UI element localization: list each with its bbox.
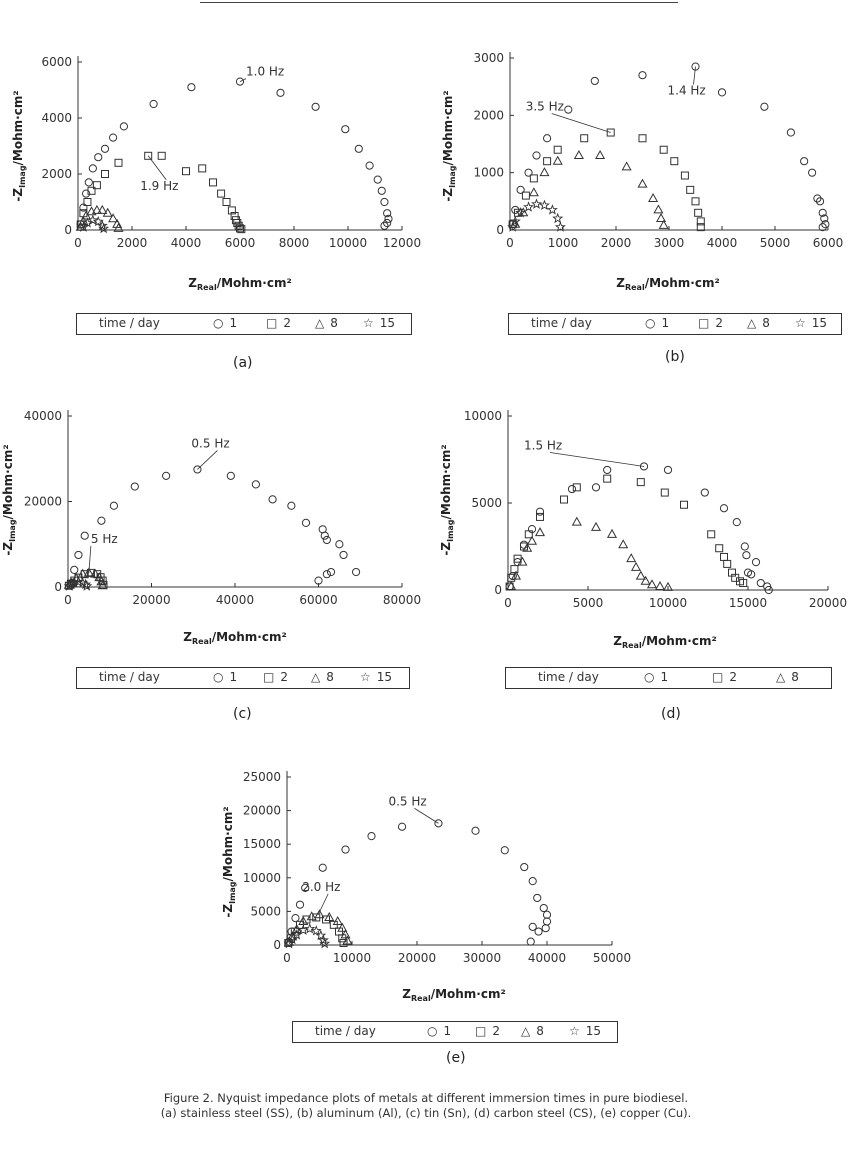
data-point [95,154,102,161]
y-tick-label: 25000 [242,770,281,784]
data-point [641,577,649,585]
x-tick-label: 2000 [600,236,632,250]
data-point [521,863,528,870]
x-tick-label: 20000 [808,596,848,610]
legend-b [508,313,842,335]
series-15 [508,200,564,231]
data-point [632,563,640,571]
data-point [716,545,723,552]
data-point [554,157,562,165]
data-point [553,214,562,222]
series-8 [507,518,672,591]
circle-icon: ○ [427,1024,438,1038]
data-point [321,532,328,539]
y-tick-label: 0 [64,223,72,237]
data-point [592,523,600,531]
x-tick-label: 6000 [812,236,844,250]
y-tick-label: 10000 [463,409,502,423]
data-point [575,151,583,159]
data-point [292,915,299,922]
legend-item-8: △ 8 [311,670,334,684]
panel-label-c: (c) [233,706,252,722]
frequency-annotation: 1.5 Hz [524,438,563,453]
data-point [98,221,107,229]
data-point [608,530,616,538]
data-point [501,847,508,854]
legend-item-2: □ 2 [712,670,737,684]
annotation-arrow [550,452,644,466]
data-point [374,176,381,183]
triangle-icon: △ [521,1024,531,1038]
data-point [183,168,190,175]
data-point [604,475,611,482]
legend-item-15: ☆ 15 [795,316,828,330]
x-tick-label: 20000 [397,951,437,965]
data-point [302,519,309,526]
x-tick-label: 8000 [278,236,310,250]
data-point [81,532,88,539]
square-icon: □ [266,316,278,330]
data-point [336,541,343,548]
star-icon: ☆ [363,316,374,330]
data-point [637,572,645,580]
x-tick-label: 0 [64,593,72,607]
x-tick-label: 40000 [527,951,567,965]
data-point [540,904,547,911]
legend-item-8: △ 8 [315,316,338,330]
data-point [661,489,668,496]
data-point [638,180,646,188]
data-point [188,84,195,91]
data-point [568,485,575,492]
data-point [548,205,557,213]
data-point [527,938,534,945]
x-tick-label: 0 [504,596,512,610]
legend-title: time / day [315,1024,376,1038]
data-point [398,823,405,830]
data-point [536,508,543,515]
y-tick-label: 0 [54,580,62,594]
data-point [743,552,750,559]
legend-e [292,1021,618,1043]
data-point [542,925,549,932]
data-point [292,930,301,938]
annotation-arrow [414,808,438,823]
panel-label-a: (a) [233,355,253,371]
chart-panel [11,55,421,292]
data-point [381,198,388,205]
caption-line-1: Figure 2. Nyquist impedance plots of metals at different immersion times in pure biodiesel. [163,1091,689,1105]
figure-caption [0,1091,852,1121]
x-tick-label: 30000 [462,951,502,965]
data-point [591,77,598,84]
data-point [101,145,108,152]
x-tick-label: 10000 [332,951,372,965]
data-point [342,846,349,853]
x-tick-label: 0 [74,236,82,250]
chart-panel [1,409,421,646]
data-point [227,472,234,479]
data-point [695,209,702,216]
data-point [544,158,551,165]
data-point [115,159,122,166]
data-point [199,165,206,172]
frequency-annotation: 3.5 Hz [525,99,564,114]
legend-item-1: ○ 1 [213,670,238,684]
data-point [98,517,105,524]
data-point [533,152,540,159]
data-point [724,560,731,567]
y-tick-label: 0 [494,583,502,597]
x-tick-label: 60000 [299,593,338,607]
x-tick-label: 4000 [706,236,738,250]
chart-panel [441,51,843,292]
data-point [110,134,117,141]
y-tick-label: 40000 [23,409,62,423]
data-point [573,518,581,526]
annotation-arrow [89,546,91,573]
legend-item-2: □ 2 [698,316,723,330]
data-point [543,911,550,918]
data-point [327,568,334,575]
y-tick-label: 3000 [473,51,504,65]
data-point [110,502,117,509]
circle-icon: ○ [213,316,224,330]
data-point [637,479,644,486]
data-point [524,203,533,211]
data-point [342,126,349,133]
y-tick-label: 0 [496,223,504,237]
series-15 [65,577,91,589]
x-tick-label: 10000 [648,596,688,610]
data-point [296,901,303,908]
data-point [733,519,740,526]
y-tick-label: 0 [273,938,281,952]
legend-title: time / day [531,316,592,330]
frequency-annotation: 1.9 Hz [140,178,179,193]
data-point [681,172,688,179]
x-tick-label: 80000 [382,593,422,607]
data-point [664,466,671,473]
annotation-arrow [552,114,611,133]
data-point [529,878,536,885]
x-tick-label: 3000 [653,236,685,250]
legend-item-15: ☆ 15 [569,1024,602,1038]
y-tick-label: 6000 [41,55,72,69]
data-point [708,531,715,538]
data-point [522,192,529,199]
y-axis-label: $-Z_{Imag}/Mohm\cdot cm^2$ [439,444,455,556]
series-8 [511,151,668,228]
data-point [596,151,604,159]
x-tick-label: 1000 [547,236,579,250]
y-axis-label: $-Z_{Imag}/Mohm\cdot cm^2$ [1,444,17,556]
data-point [787,129,794,136]
data-point [540,168,548,176]
data-point [435,820,442,827]
panel-label-b: (b) [665,349,685,365]
square-icon: □ [475,1024,487,1038]
data-point [305,924,314,932]
circle-icon: ○ [644,670,655,684]
legend-item-1: ○ 1 [644,670,669,684]
data-point [163,472,170,479]
data-point [368,833,375,840]
y-tick-label: 4000 [41,111,72,125]
data-point [554,146,561,153]
data-point [654,205,662,213]
data-point [75,551,82,558]
y-tick-label: 15000 [242,837,281,852]
star-icon: ☆ [569,1024,580,1038]
legend-item-8: △ 8 [776,670,799,684]
data-point [366,162,373,169]
data-point [581,135,588,142]
data-point [573,484,580,491]
y-tick-label: 5000 [471,496,502,510]
legend-item-2: □ 2 [263,670,288,684]
frequency-annotation: 2.0 Hz [302,879,341,894]
x-tick-label: 40000 [215,593,255,607]
data-point [525,531,532,538]
legend-item-2: □ 2 [266,316,291,330]
data-point [660,221,668,229]
legend-item-1: ○ 1 [645,316,670,330]
y-tick-label: 10000 [242,870,281,885]
data-point [540,201,549,209]
x-axis-label: $Z_{Real}/Mohm\cdot cm^2$ [188,276,292,292]
x-axis-label: $Z_{Real}/Mohm\cdot cm^2$ [613,634,717,650]
circle-icon: ○ [645,316,656,330]
data-point [592,484,599,491]
data-point [639,135,646,142]
data-point [565,106,572,113]
data-point [323,536,330,543]
data-point [109,214,117,222]
data-point [752,559,759,566]
data-point [543,918,550,925]
x-axis-label: $Z_{Real}/Mohm\cdot cm^2$ [402,987,506,1003]
data-point [252,481,259,488]
x-tick-label: 0 [506,236,514,250]
square-icon: □ [263,670,275,684]
data-point [701,489,708,496]
x-tick-label: 12000 [382,236,422,250]
x-tick-label: 10000 [328,236,368,250]
x-tick-label: 50000 [592,951,632,965]
panel-label-d: (d) [661,706,681,722]
chart-panel [439,409,847,650]
frequency-annotation: 1.0 Hz [246,64,285,79]
star-icon: ☆ [360,670,371,684]
data-point [269,496,276,503]
data-point [288,502,295,509]
data-point [71,566,78,573]
data-point [340,551,347,558]
panel-label-e: (e) [446,1050,466,1066]
data-point [472,827,479,834]
legend-item-8: △ 8 [747,316,770,330]
y-tick-label: 2000 [41,167,72,181]
data-point [801,158,808,165]
y-tick-label: 5000 [250,904,281,919]
data-point [120,123,127,130]
data-point [561,496,568,503]
legend-item-2: □ 2 [475,1024,500,1038]
triangle-icon: △ [311,670,321,684]
data-point [150,100,157,107]
data-point [530,175,537,182]
data-point [355,145,362,152]
data-point [83,190,90,197]
data-point [378,187,385,194]
data-point [639,72,646,79]
chart-panel [221,770,631,1003]
y-tick-label: 20000 [242,803,281,818]
data-point [89,165,96,172]
caption-line-2: (a) stainless steel (SS), (b) aluminum (Al), (c) tin (Sn), (d) carbon steel (CS), (e) copper (Cu). [160,1106,692,1120]
frequency-annotation: 1.4 Hz [667,83,706,98]
data-point [544,135,551,142]
data-point [671,158,678,165]
x-tick-label: 5000 [572,596,604,610]
data-point [660,146,667,153]
series-1 [69,466,360,586]
frequency-annotation: 5 Hz [90,531,118,546]
data-point [210,179,217,186]
square-icon: □ [712,670,724,684]
frequency-annotation: 0.5 Hz [191,436,230,451]
data-point [102,171,109,178]
y-tick-label: 20000 [23,494,62,509]
triangle-icon: △ [747,316,757,330]
y-axis-label: $-Z_{Imag}/Mohm\cdot cm^2$ [11,90,27,202]
legend-item-15: ☆ 15 [360,670,393,684]
triangle-icon: △ [776,670,786,684]
legend-item-1: ○ 1 [213,316,238,330]
series-2 [509,129,704,231]
x-axis-label: $Z_{Real}/Mohm\cdot cm^2$ [616,276,720,292]
data-point [619,540,627,548]
data-point [721,553,728,560]
star-icon: ☆ [795,316,806,330]
data-point [656,582,664,590]
legend-item-1: ○ 1 [427,1024,452,1038]
x-tick-label: 5000 [759,236,791,250]
x-tick-label: 20000 [132,593,171,607]
data-point [718,89,725,96]
frequency-annotation: 0.5 Hz [388,794,427,809]
data-point [218,190,225,197]
data-point [323,571,330,578]
legend-c [76,667,410,689]
data-point [158,152,165,159]
data-point [534,894,541,901]
data-point [535,928,542,935]
data-point [319,864,326,871]
data-point [692,198,699,205]
x-tick-label: 15000 [728,596,768,610]
legend-title: time / day [99,316,160,330]
x-tick-label: 4000 [170,236,202,250]
data-point [622,162,630,170]
data-point [223,199,230,206]
triangle-icon: △ [315,316,325,330]
legend-title: time / day [99,670,160,684]
x-tick-label: 0 [283,951,291,965]
annotation-arrow [318,894,328,915]
data-point [720,505,727,512]
circle-icon: ○ [213,670,224,684]
legend-a [76,313,412,335]
data-point [761,103,768,110]
data-point [649,194,657,202]
x-tick-label: 2000 [116,236,148,250]
data-point [352,568,359,575]
y-tick-label: 1000 [473,165,504,180]
y-tick-label: 2000 [473,108,504,123]
data-point [741,543,748,550]
legend-title: time / day [538,670,599,684]
data-point [687,186,694,193]
legend-d [505,667,832,689]
x-tick-label: 6000 [224,236,256,250]
data-point [277,89,284,96]
data-point [681,501,688,508]
data-point [511,566,518,573]
legend-item-8: △ 8 [521,1024,544,1038]
data-point [627,554,635,562]
data-point [312,103,319,110]
data-point [85,179,92,186]
data-point [536,528,544,536]
data-point [604,466,611,473]
y-axis-label: $-Z_{Imag}/Mohm\cdot cm^2$ [221,806,237,918]
annotation-arrow [197,450,217,469]
square-icon: □ [698,316,710,330]
data-point [530,188,538,196]
x-axis-label: $Z_{Real}/Mohm\cdot cm^2$ [183,630,287,646]
data-point [809,169,816,176]
legend-item-15: ☆ 15 [363,316,396,330]
y-axis-label: $-Z_{Imag}/Mohm\cdot cm^2$ [441,90,457,202]
data-point [131,483,138,490]
